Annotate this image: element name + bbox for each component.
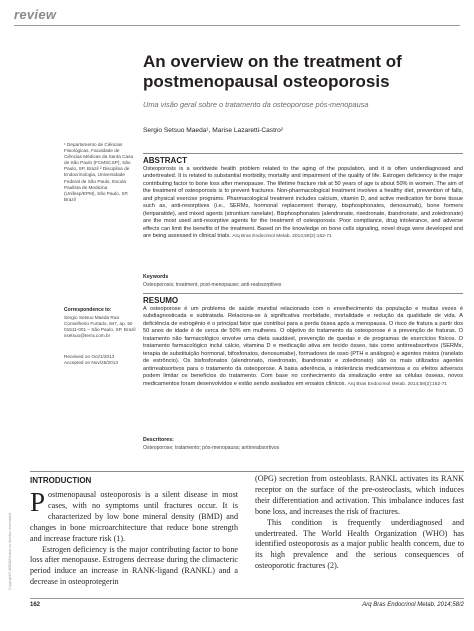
introduction-heading: INTRODUCTION: [30, 476, 92, 485]
title-line-1: An overview on the treatment of: [143, 52, 402, 71]
affiliations: ¹ Departamento de Ciências Fisiológicas, Faculdade de Ciências Médicas da Santa Casa de São Paulo (FCMSCSP), São Paulo, SP, Brazil ² Disciplina de Endocrinologia, Universidade Federal de São Paulo, Escola Paulista de Medicina (Unifesp/EPM), São Paulo, SP, Brazil: [64, 142, 134, 202]
body-column-2: [255, 474, 464, 572]
resumo-heading: RESUMO: [143, 296, 179, 305]
abstract-divider: [143, 153, 463, 154]
intro-paragraph-3: (OPG) secretion from osteoblasts. RANKL activates its RANK receptor on the surface of the pre-osteoclasts, which induces their differentiation and activation. This imbalance induces fast bone loss, and increases the risk of fractures.: [255, 474, 464, 516]
drop-cap: P: [30, 487, 46, 517]
resumo-divider: [143, 293, 463, 294]
submission-dates: [64, 354, 136, 366]
section-tag: review: [14, 7, 57, 22]
intro-paragraph-1: [30, 487, 238, 545]
article-title: [143, 52, 463, 92]
header-divider: [14, 25, 460, 26]
correspondence-label: Correspondence to:: [64, 307, 112, 313]
intro-paragraph-2: Estrogen deficiency is the major contributing factor to bone loss after menopause. Estrogens decrease during the climacteric period induce an increase in RANK-ligand (RANKL) and a decrease in osteoprotegerin: [30, 544, 238, 587]
article-authors: Sergio Setsuo Maeda¹, Marise Lazaretti-Castro²: [143, 127, 283, 134]
received-date: Received on Oct/1/2013: [64, 354, 115, 359]
intro-paragraph-1-text: ostmenopausal osteoporosis is a silent disease in most cases, with no symptoms until fractures occur. It is characterized by low bone mineral density (BMD) and changes in bone microarchitecture that reduce bone strength and increase fracture risk (1).: [30, 490, 238, 543]
keywords-label: Keywords: [143, 274, 169, 280]
resumo-text: [143, 306, 463, 388]
abstract-citation: Arq Bras Endocrinol Metab. 2014;58(2):162-71: [232, 234, 332, 240]
resumo-body: A osteoporose é um problema de saúde mundial relacionado com o envelhecimento da população e muitas vezes é subdiagnosticada e subtratada. Relaciona-se à significativa morbidade, mortalidade e redução da qualidade de vida. A deficiência de estrogênio é o principal fator que contribui para a perda óssea após a menopausa. O risco de fratura a partir dos 50 anos de idade é de cerca de 50% em mulheres. O objetivo do tratamento da osteoporose é a prevenção de fraturas. O tratamento não farmacológico envolve uma dieta saudável, prevenção de quedas e de programas de exercícios físicos. O tratamento farmacológico inclui cálcio, vitamina D e medicação ativa em tecido ósseo, tais como antirreabsortivos (SERMs, terapia de substituição hormonal, bifosfonatos, denosumabe), formadores de osso (PTH e análogos) e agentes mistos (ranelato de estrôncio). Os bisfosfonatos (alendronato, risedronato, ibandronato e zoledronato) são os mais utilizados agentes antirreabsortivos para o tratamento da osteoporose. A baixa aderência, a intolerância medicamentosa e os efeitos adversos podem limitar os benefícios do tratamento. Com base no conhecimento da sinalização entre as células ósseas, novos medicamentos foram desenvolvidos e estão sendo avaliados em ensaios clínicos.: [143, 306, 463, 387]
journal-citation: Arq Bras Endocrinol Metab. 2014;58/2: [362, 602, 464, 608]
descritores-label: Descritores:: [143, 437, 174, 443]
footer-divider: [30, 598, 464, 599]
body-column-1: [30, 487, 238, 588]
resumo-citation: Arq Bras Endocrinol Metab. 2014;58(2):162-71: [347, 381, 448, 387]
introduction-divider: [30, 471, 464, 472]
abstract-text: [143, 166, 463, 241]
correspondence-address: Sergio Setsuo Maeda Rua Conselheiro Furtado, 847, ap. 50 01511-001 – São Paulo, SP, Brazil ssetsuo@terra.com.br: [64, 315, 136, 339]
page-number: 162: [30, 602, 41, 608]
copyright-notice: Copyright© ABE&M todos os direitos reservados: [8, 512, 12, 590]
descritores-text: Osteoporose; tratamento; pós-menopausa; antirreabsortivos: [143, 445, 280, 451]
accepted-date: Accepted on Nov/25/2013: [64, 360, 118, 366]
title-line-2: postmenopausal osteoporosis: [143, 72, 390, 91]
abstract-body: Osteoporosis is a worldwide health problem related to the aging of the population, and it is often underdiagnosed and undertreated. It is related to substantial morbidity, mortality and impairment of the quality of life. Estrogen deficiency is the major contributing factor to bone loss after menopause. The lifetime fracture risk at 50 years of age is about 50% in women. The aim of the treatment of osteoporosis is to prevent fractures. Non-pharmacological treatment involves a healthy diet, prevention of falls, and physical exercise programs. Pharmacological treatment includes calcium, vitamin D, and active medication for bone tissue such as, anti-resorptives (i.e., SERMs, hormonal replacement therapy, bisphosphonates, denosumab), bone formers (teriparatide), and mixed agents (strontium ranelate). Bisphosphonates (alendronate, risedronate, ibandronate, and zoledronate) are the most used anti-resorptive agents for the treatment of osteoporosis. Poor compliance, drug intolerance, and adverse effects can limit the benefits of the treatment. Based on the knowledge on bone cells signaling, novel drugs were developed and are being assessed in clinical trials.: [143, 166, 463, 240]
keywords-text: Osteoporosis; treatment, post-menopause; anti-reabsorptives: [143, 282, 282, 288]
intro-paragraph-4: This condition is frequently underdiagnosed and undertreated. The World Health Organization (WHO) has identified osteoporosis as a major public health concern, due to its high prevalence and the serious consequences of osteoporotic fractures (2).: [255, 517, 464, 571]
abstract-heading: ABSTRACT: [143, 156, 187, 165]
article-subtitle: Uma visão geral sobre o tratamento da osteoporose pós-menopausa: [143, 100, 369, 109]
